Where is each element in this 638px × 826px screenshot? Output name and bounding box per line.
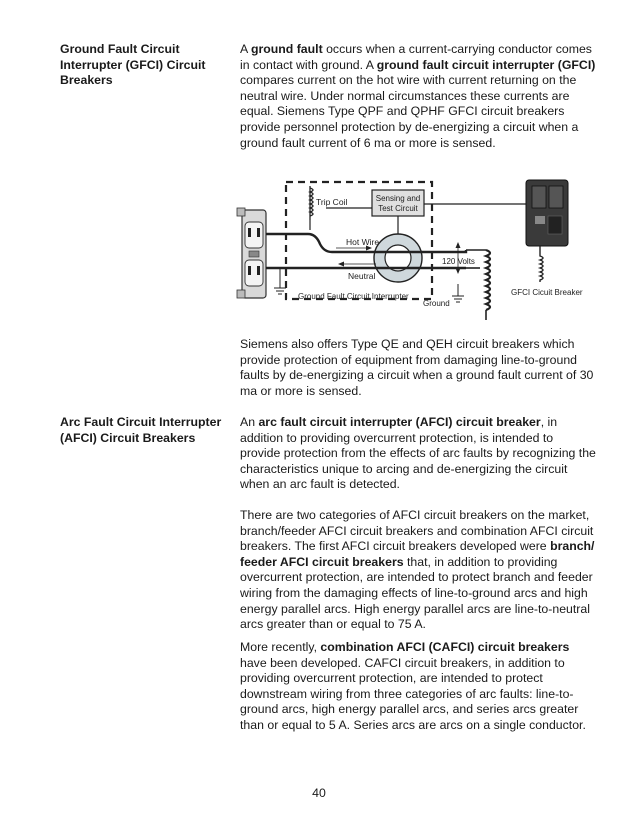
gfci-box-label: Ground Fault Circuit Interrupter [298,292,409,301]
text-run: Siemens also offers Type QE and QEH circuit breakers which provide protection of equipment from damaging line-to-ground faults by de-energizing a circuit when a ground fault current of 30 ma or more is sensed. [240,337,594,398]
trip-coil-icon [310,186,313,220]
gfci-wiring-diagram [236,172,592,324]
ground-label: Ground [423,299,450,308]
text-run: There are two categories of AFCI circuit breakers on the market, branch/feeder AFCI circuit breakers and combination AFCI circuit breakers. The first AFCI circuit breakers developed were [240,508,594,554]
trip-coil-label: Trip Coil [316,197,348,207]
volts-label: 120 Volts [442,257,475,266]
page-number: 40 [312,786,326,800]
hot-wire-label: Hot Wire [346,237,380,247]
bold-term: combination AFCI (CAFCI) circuit breakers [320,640,570,654]
text-run: compares current on the hot wire with current returning on the neutral wire. Under normal circumstances these currents are equal. Siemens Type QPF and QPHF GFCI circuit breakers provide personnel protection by de-energizing a circuit when a ground fault current of 6 ma or more is sensed. [240,73,579,150]
bold-term: arc fault circuit interrupter (AFCI) circuit breaker [258,415,541,429]
afci-paragraph-2 [240,508,596,633]
text-run: An [240,415,259,429]
text-run: have been developed. CAFCI circuit breakers, in addition to providing overcurrent protection, are intended to protect downstream wiring from three categories of arc faults: line-to-ground arcs, high energy parallel arcs, and series arcs greater than or equal to 5 A. Series arcs are arcs on a single conductor. [240,655,586,732]
ground-symbol-right-icon [452,284,464,302]
afci-paragraph-3 [240,640,596,734]
text-run: that, in addition to providing overcurrent protection, are intended to protect branch and feeder wiring from the damaging effects of line-to-ground arcs and high energy parallel arcs. High energy parallel arcs are line-to-neutral arcs greater than or equal to 75 A. [240,554,593,632]
text-run: occurs when a current-carrying conductor comes in contact with ground. A [240,42,592,72]
gfci-breaker-icon [526,180,568,282]
gfci-paragraph-1 [240,42,596,151]
outlet-receptacle-icon [237,208,266,298]
text-run: , in addition to providing overcurrent protection, is intended to provide protection from the effects of arc faults by recognizing the characteristics unique to arcing and de-energizing the circuit when an arc fault is detected. [240,415,596,492]
breaker-label: GFCI Cicuit Breaker [511,288,583,297]
bold-term: branch/ feeder AFCI circuit breakers [240,539,595,569]
sensing-label-line2: Test Circuit [378,204,418,213]
afci-paragraph-1 [240,415,596,493]
sensing-label-line1: Sensing and [375,194,421,203]
bold-term: ground fault [250,42,323,56]
text-run: More recently, [240,640,321,654]
bold-term: ground fault circuit interrupter (GFCI) [376,57,596,72]
text-run: A [240,42,251,56]
neutral-label: Neutral [348,271,376,281]
gfci-paragraph-2 [240,337,596,399]
afci-section-heading: Arc Fault Circuit Interrupter (AFCI) Circuit Breakers [60,415,222,445]
ground-symbol-icon [274,268,286,294]
gfci-section-heading: Ground Fault Circuit Interrupter (GFCI) Circuit Breakers [60,42,206,88]
